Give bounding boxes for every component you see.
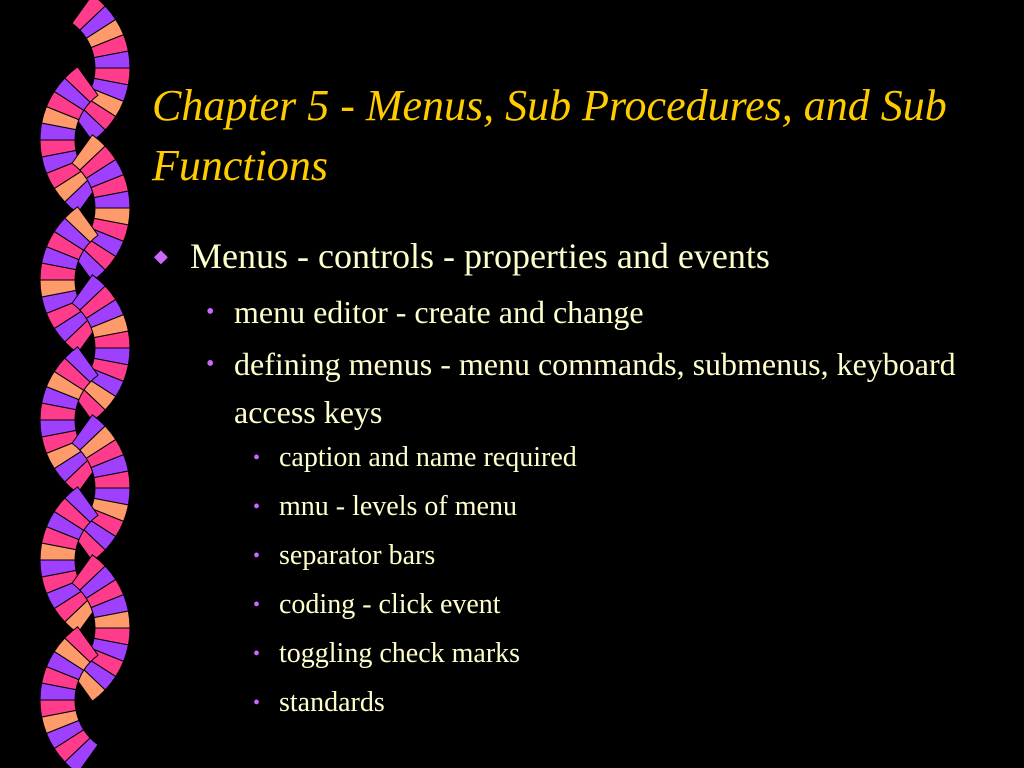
bullet-text: separator bars	[279, 540, 436, 571]
dot-bullet-icon: •	[253, 545, 261, 567]
dot-bullet-icon: •	[253, 447, 261, 469]
bullet-text: Menus - controls - properties and events	[190, 236, 770, 276]
bullet-item	[150, 232, 1010, 280]
dot-bullet-icon: •	[253, 643, 261, 665]
dot-bullet-icon: •	[206, 299, 215, 325]
bullet-text: defining menus - menu commands, submenus, keyboard access keys	[234, 346, 956, 430]
bullet-item	[150, 440, 1010, 476]
bullet-item	[150, 489, 1010, 525]
slide-title: Chapter 5 - Menus, Sub Procedures, and Sub Functions	[152, 81, 947, 190]
dot-bullet-icon: •	[253, 692, 261, 714]
bullet-text: mnu - levels of menu	[279, 491, 517, 522]
bullet-text: caption and name required	[279, 442, 577, 473]
dot-bullet-icon: •	[253, 496, 261, 518]
bullet-text: coding - click event	[279, 589, 501, 620]
bullet-item	[150, 587, 1010, 623]
bullet-text: menu editor - create and change	[234, 294, 644, 330]
dot-bullet-icon: •	[253, 594, 261, 616]
bullet-item	[150, 538, 1010, 574]
bullet-text: standards	[279, 687, 385, 718]
bullet-list	[150, 232, 1010, 734]
bullet-item	[150, 685, 1010, 721]
bullet-item	[150, 340, 1010, 436]
dot-bullet-icon: •	[206, 351, 215, 377]
bullet-item	[150, 636, 1010, 672]
diamond-bullet-icon: ◆	[154, 246, 168, 266]
decorative-fan-border	[20, 0, 140, 768]
bullet-text: toggling check marks	[279, 638, 521, 669]
bullet-item	[150, 288, 1010, 336]
